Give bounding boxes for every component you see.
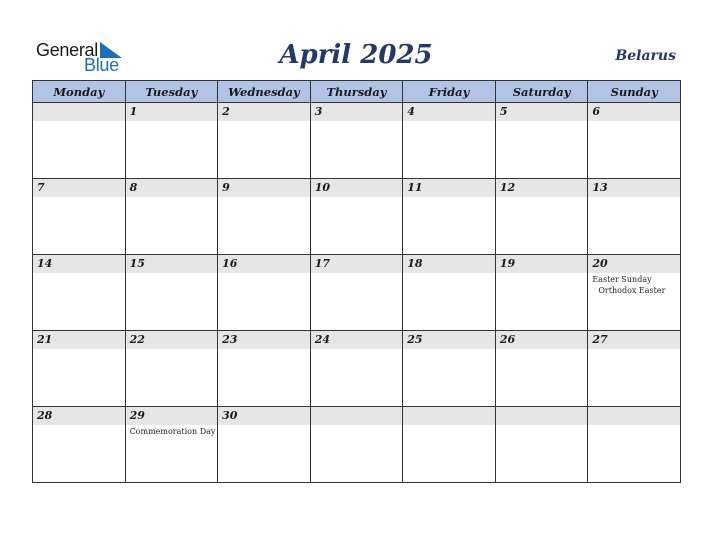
week-row — [33, 407, 681, 483]
day-number: 5 — [496, 103, 588, 121]
day-cell — [125, 331, 218, 407]
day-number: 14 — [33, 255, 125, 273]
week-row — [33, 179, 681, 255]
day-cell — [218, 179, 311, 255]
day-cell — [310, 255, 403, 331]
day-cell — [33, 103, 126, 179]
day-number: 10 — [311, 179, 403, 197]
day-cell — [588, 331, 681, 407]
week-row — [33, 255, 681, 331]
weekday-wednesday: Wednesday — [218, 81, 311, 103]
day-number: 20 — [588, 255, 680, 273]
day-number: 25 — [403, 331, 495, 349]
day-number: 11 — [403, 179, 495, 197]
day-number: 13 — [588, 179, 680, 197]
day-cell — [218, 407, 311, 483]
day-cell — [495, 331, 588, 407]
day-cell — [588, 255, 681, 331]
day-number: 29 — [126, 407, 218, 425]
day-cell — [33, 255, 126, 331]
day-cell — [125, 407, 218, 483]
day-number: 22 — [126, 331, 218, 349]
day-number: 21 — [33, 331, 125, 349]
holiday-label-commemoration-day: Commemoration Day — [129, 427, 216, 436]
week-row — [33, 103, 681, 179]
day-number: 28 — [33, 407, 125, 425]
day-number — [496, 407, 588, 425]
weekday-tuesday: Tuesday — [125, 81, 218, 103]
day-cell — [33, 331, 126, 407]
day-cell — [310, 179, 403, 255]
day-cell — [310, 407, 403, 483]
day-number: 30 — [218, 407, 310, 425]
week-row — [33, 331, 681, 407]
day-cell — [33, 179, 126, 255]
day-number — [311, 407, 403, 425]
day-cell — [403, 331, 496, 407]
logo-text-general: General — [36, 40, 98, 60]
day-number: 19 — [496, 255, 588, 273]
day-number: 7 — [33, 179, 125, 197]
weekday-monday: Monday — [33, 81, 126, 103]
day-number: 3 — [311, 103, 403, 121]
day-number: 2 — [218, 103, 310, 121]
day-cell — [403, 179, 496, 255]
day-cell — [403, 407, 496, 483]
day-cell — [218, 255, 311, 331]
country-label: Belarus — [615, 48, 676, 64]
weekday-sunday: Sunday — [588, 81, 681, 103]
day-cell — [310, 331, 403, 407]
day-cell — [495, 407, 588, 483]
logo-text-blue: Blue — [84, 55, 119, 75]
weekday-friday: Friday — [403, 81, 496, 103]
day-number: 9 — [218, 179, 310, 197]
day-number: 1 — [126, 103, 218, 121]
weekday-thursday: Thursday — [310, 81, 403, 103]
day-number: 27 — [588, 331, 680, 349]
day-number: 26 — [496, 331, 588, 349]
calendar-title: April 2025 — [279, 40, 433, 70]
day-number: 6 — [588, 103, 680, 121]
day-cell — [495, 255, 588, 331]
day-cell — [495, 179, 588, 255]
day-number: 8 — [126, 179, 218, 197]
day-number: 4 — [403, 103, 495, 121]
day-cell — [588, 179, 681, 255]
weekday-saturday: Saturday — [495, 81, 588, 103]
day-number — [403, 407, 495, 425]
weekday-header-row — [33, 81, 681, 103]
day-number: 12 — [496, 179, 588, 197]
day-cell — [588, 103, 681, 179]
day-cell — [125, 103, 218, 179]
day-cell — [403, 103, 496, 179]
day-cell — [588, 407, 681, 483]
holiday-label-easter-sunday: Easter Sunday — [592, 275, 652, 284]
day-number: 16 — [218, 255, 310, 273]
day-cell — [403, 255, 496, 331]
calendar-grid — [32, 80, 681, 483]
day-number — [588, 407, 680, 425]
holiday-label-orthodox-easter: Orthodox Easter — [598, 286, 666, 295]
day-cell — [33, 407, 126, 483]
day-number: 17 — [311, 255, 403, 273]
day-cell — [310, 103, 403, 179]
day-number: 15 — [126, 255, 218, 273]
day-cell — [495, 103, 588, 179]
day-cell — [218, 331, 311, 407]
day-number: 24 — [311, 331, 403, 349]
day-cell — [218, 103, 311, 179]
day-number — [33, 103, 125, 121]
day-number: 23 — [218, 331, 310, 349]
day-number: 18 — [403, 255, 495, 273]
day-cell — [125, 255, 218, 331]
day-cell — [125, 179, 218, 255]
